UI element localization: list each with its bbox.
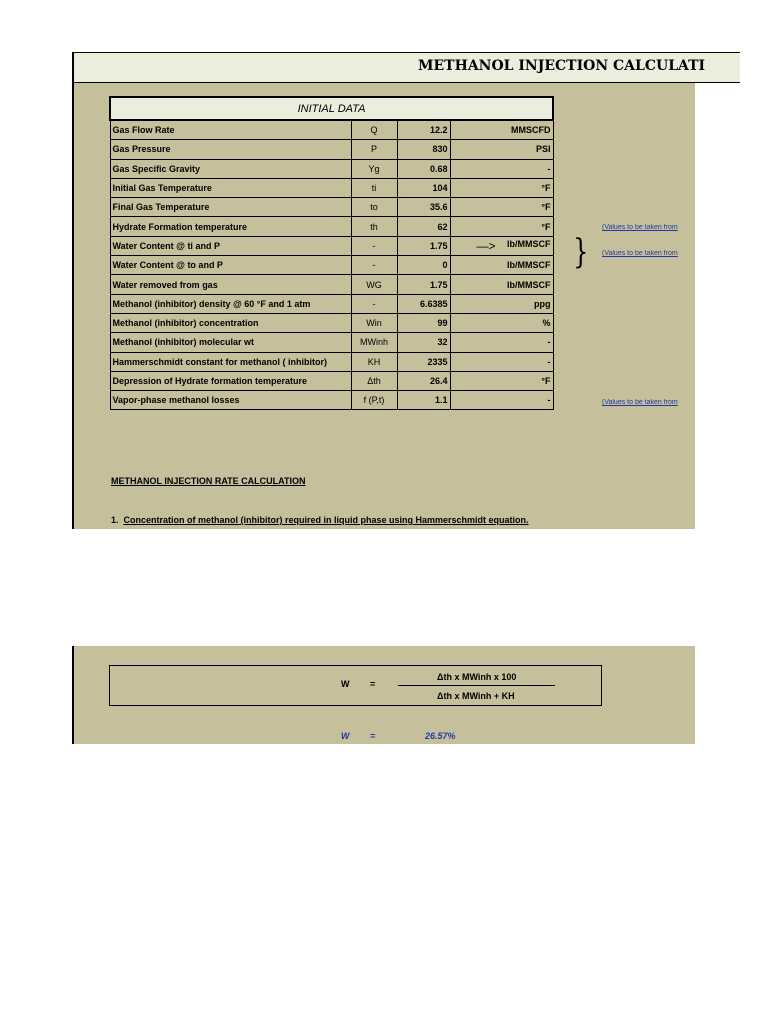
symbol-text: Yg (368, 163, 380, 174)
title-bar (72, 52, 740, 83)
param-cell[interactable] (110, 391, 351, 410)
value-text: 62 (437, 221, 448, 232)
unit-cell[interactable] (450, 236, 553, 255)
unit-cell[interactable] (450, 159, 553, 178)
param-cell[interactable] (110, 159, 351, 178)
value-cell[interactable] (397, 159, 450, 178)
table-row (110, 275, 553, 294)
table-row (110, 313, 553, 332)
symbol-text: Δth (367, 376, 381, 386)
param-text: Initial Gas Temperature (112, 183, 212, 194)
symbol-text: - (372, 260, 376, 271)
symbol-cell[interactable] (351, 236, 397, 255)
unit-cell[interactable] (450, 275, 553, 294)
param-text: Final Gas Temperature (112, 202, 210, 213)
unit-cell[interactable] (450, 371, 553, 390)
table-row (110, 217, 553, 236)
value-cell[interactable] (397, 313, 450, 332)
value-text: 0.68 (429, 163, 448, 174)
symbol-text: ti (371, 183, 377, 194)
unit-text: - (547, 356, 551, 367)
unit-text: MMSCFD (511, 125, 551, 136)
param-text: Gas Flow Rate (112, 125, 175, 136)
table-row (110, 352, 553, 371)
table-row (110, 391, 553, 410)
note-link-1[interactable]: (Values to be taken from (602, 224, 678, 231)
unit-cell[interactable] (450, 198, 553, 217)
symbol-text: KH (367, 356, 381, 367)
unit-text: ppg (534, 298, 551, 309)
initial-data-table (109, 96, 554, 410)
table-row (110, 120, 553, 140)
unit-text: - (547, 163, 551, 174)
symbol-text: th (370, 221, 378, 232)
param-cell[interactable] (110, 178, 351, 197)
param-cell[interactable] (110, 198, 351, 217)
symbol-text: P (370, 144, 377, 155)
param-cell[interactable] (110, 140, 351, 159)
value-cell[interactable] (397, 294, 450, 313)
param-text: Vapor-phase methanol losses (112, 395, 240, 406)
step-1-text: 1. Concentration of methanol (inhibitor) required in liquid phase using Hammerschmidt equation. (111, 515, 529, 525)
value-cell[interactable] (397, 391, 450, 410)
param-cell[interactable] (110, 371, 351, 390)
unit-cell[interactable] (450, 140, 553, 159)
param-cell[interactable] (110, 294, 351, 313)
param-text: Methanol (inhibitor) molecular wt (112, 337, 254, 348)
value-text: 1.1 (434, 395, 448, 406)
value-cell[interactable] (397, 236, 450, 255)
table-row (110, 140, 553, 159)
unit-text: % (542, 318, 551, 329)
symbol-cell[interactable] (351, 333, 397, 352)
value-text: 1.75 (429, 279, 448, 290)
table-row (110, 159, 553, 178)
unit-cell[interactable] (450, 313, 553, 332)
symbol-text: f (P,t) (363, 395, 385, 406)
unit-text: lb/MMSCF (507, 238, 551, 249)
result-equals: = (370, 731, 376, 741)
unit-text: °F (541, 183, 551, 194)
value-cell[interactable] (397, 352, 450, 371)
formula-lhs: W (341, 679, 350, 689)
param-cell[interactable] (110, 120, 351, 140)
table-row (110, 198, 553, 217)
param-cell[interactable] (110, 256, 351, 275)
symbol-text: - (372, 240, 376, 251)
value-text: 99 (437, 318, 448, 329)
unit-text: - (547, 337, 551, 348)
note-link-3[interactable]: (Values to be taken from (602, 399, 678, 406)
param-text: Hydrate Formation temperature (112, 221, 248, 232)
symbol-cell[interactable] (351, 371, 397, 390)
param-text: Gas Specific Gravity (112, 163, 201, 174)
param-text: Gas Pressure (112, 144, 171, 155)
arrow-icon: —> (476, 238, 496, 253)
symbol-cell[interactable] (351, 217, 397, 236)
value-cell[interactable] (397, 371, 450, 390)
value-text: 6.6385 (419, 298, 448, 309)
param-text: Water Content @ to and P (112, 260, 223, 271)
param-text: Methanol (inhibitor) density @ 60 °F and 1 atm (112, 298, 311, 309)
result-lhs: W (341, 731, 350, 741)
table-row (110, 294, 553, 313)
table-row (110, 236, 553, 255)
unit-text: lb/MMSCF (507, 279, 551, 290)
result-value: 26.57% (425, 731, 456, 741)
param-text: Water Content @ ti and P (112, 240, 220, 251)
formula-numerator: Δth x MWinh x 100 (437, 672, 517, 682)
unit-cell[interactable] (450, 333, 553, 352)
table-row (110, 333, 553, 352)
param-text: Methanol (inhibitor) concentration (112, 318, 259, 329)
symbol-text: - (372, 298, 376, 309)
value-text: 104 (432, 183, 448, 194)
unit-text: °F (541, 202, 551, 213)
value-cell[interactable] (397, 140, 450, 159)
symbol-cell[interactable] (351, 120, 397, 140)
page-title: METHANOL INJECTION CALCULATI (418, 58, 706, 74)
brace-symbol: } (573, 232, 589, 272)
value-text: 1.75 (429, 240, 448, 251)
unit-cell[interactable] (450, 217, 553, 236)
param-text: Water removed from gas (112, 279, 218, 290)
value-cell[interactable] (397, 275, 450, 294)
value-cell[interactable] (397, 198, 450, 217)
symbol-cell[interactable] (351, 198, 397, 217)
param-text: Hammerschmidt constant for methanol ( inhibitor) (112, 356, 328, 367)
unit-text: PSI (535, 144, 551, 155)
table-row (110, 371, 553, 390)
value-text: 26.4 (429, 376, 448, 386)
param-cell[interactable] (110, 236, 351, 255)
param-cell[interactable] (110, 217, 351, 236)
symbol-text: MWinh (359, 337, 388, 348)
symbol-cell[interactable] (351, 391, 397, 410)
table-row (110, 256, 553, 275)
symbol-cell[interactable] (351, 275, 397, 294)
symbol-cell[interactable] (351, 352, 397, 371)
section-title: METHANOL INJECTION RATE CALCULATION (111, 476, 306, 486)
unit-cell[interactable] (450, 294, 553, 313)
value-cell[interactable] (397, 178, 450, 197)
symbol-cell[interactable] (351, 256, 397, 275)
table-header: INITIAL DATA (110, 97, 553, 120)
unit-cell[interactable] (450, 352, 553, 371)
unit-cell[interactable] (450, 391, 553, 410)
value-text: 0 (442, 260, 448, 271)
param-cell[interactable] (110, 352, 351, 371)
unit-cell[interactable] (450, 178, 553, 197)
symbol-cell[interactable] (351, 140, 397, 159)
symbol-cell[interactable] (351, 159, 397, 178)
param-cell[interactable] (110, 313, 351, 332)
symbol-text: Q (370, 125, 378, 136)
formula-denominator: Δth x MWinh + KH (437, 691, 515, 701)
value-cell[interactable] (397, 333, 450, 352)
note-link-2[interactable]: (Values to be taken from (602, 250, 678, 257)
symbol-text: Win (366, 318, 382, 329)
param-cell[interactable] (110, 333, 351, 352)
unit-text: lb/MMSCF (507, 260, 551, 271)
value-text: 32 (437, 337, 448, 348)
symbol-text: to (370, 202, 378, 213)
value-cell[interactable] (397, 217, 450, 236)
value-text: 35.6 (429, 202, 448, 213)
value-text: 830 (432, 144, 448, 155)
unit-text: °F (541, 376, 551, 386)
value-cell[interactable] (397, 256, 450, 275)
fraction-line (398, 685, 555, 686)
param-text: Depression of Hydrate formation temperature (112, 376, 308, 386)
symbol-cell[interactable] (351, 178, 397, 197)
param-cell[interactable] (110, 275, 351, 294)
unit-text: - (547, 395, 551, 406)
symbol-cell[interactable] (351, 313, 397, 332)
unit-cell[interactable] (450, 256, 553, 275)
unit-text: °F (541, 221, 551, 232)
unit-cell[interactable] (450, 120, 553, 140)
symbol-text: WG (366, 279, 382, 290)
value-text: 12.2 (429, 125, 448, 136)
step-1-label: Concentration of methanol (inhibitor) required in liquid phase using Hammerschmidt equation. (123, 515, 529, 525)
value-cell[interactable] (397, 120, 450, 140)
symbol-cell[interactable] (351, 294, 397, 313)
table-row (110, 178, 553, 197)
formula-equals: = (370, 679, 376, 689)
value-text: 2335 (427, 356, 448, 367)
